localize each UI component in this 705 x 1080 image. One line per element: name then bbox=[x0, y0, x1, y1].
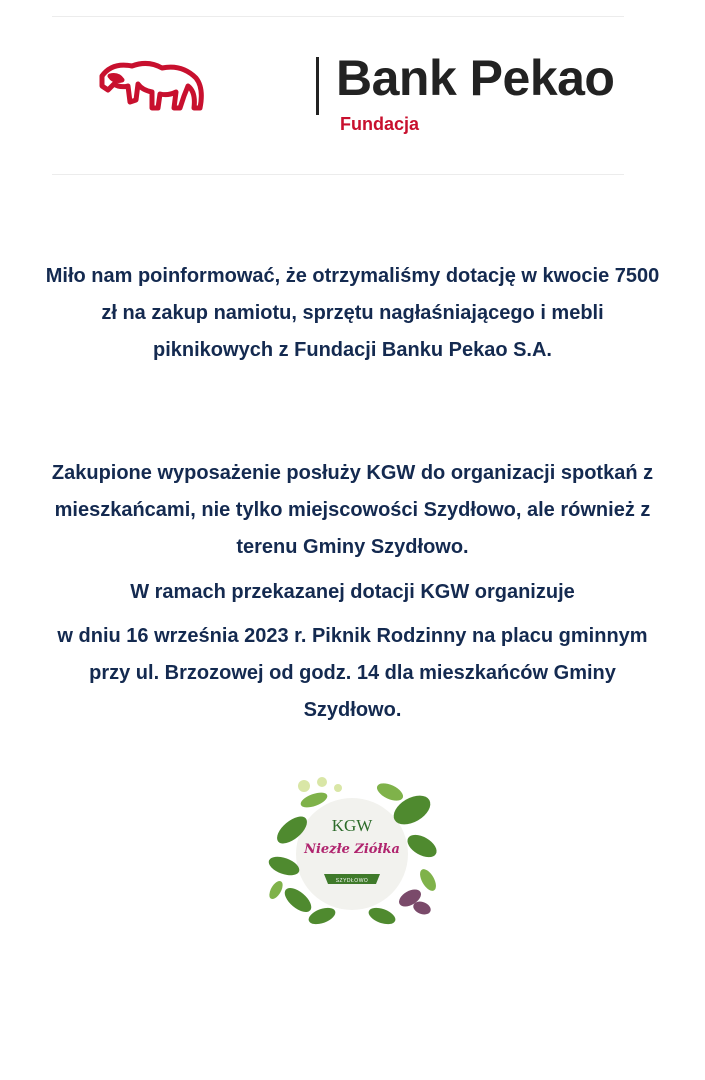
kgw-place: SZYDŁOWO bbox=[335, 878, 369, 884]
bison-icon bbox=[98, 56, 206, 116]
kgw-title: KGW bbox=[331, 816, 373, 835]
paragraph-organizes: W ramach przekazanej dotacji KGW organizuje bbox=[130, 581, 575, 603]
paragraph-purpose: Zakupione wyposażenie posłuży KGW do organizacji spotkań z mieszkańcami, nie tylko miejscowości Szydłowo, ale również z terenu Gminy Szydłowo. bbox=[51, 462, 654, 558]
logo-divider bbox=[316, 57, 319, 115]
paragraph-event: w dniu 16 września 2023 r. Piknik Rodzinny na placu gminnym przy ul. Brzozowej od godz. 14 dla mieszkańców Gminy Szydłowo. bbox=[57, 625, 648, 721]
kgw-name: Niezłe Ziółka bbox=[304, 842, 400, 857]
kgw-logo bbox=[262, 770, 442, 930]
header-divider bbox=[52, 174, 624, 175]
paragraph-grant: Miło nam poinformować, że otrzymaliśmy dotację w kwocie 7500 zł na zakup namiotu, sprzętu nagłaśniającego i mebli piknikowych z Fundacji Banku Pekao S.A. bbox=[45, 265, 660, 361]
bank-subtitle: Fundacja bbox=[340, 114, 420, 134]
bank-name: Bank Pekao bbox=[336, 50, 615, 106]
top-divider bbox=[52, 16, 624, 17]
bank-pekao-logo bbox=[98, 50, 615, 138]
